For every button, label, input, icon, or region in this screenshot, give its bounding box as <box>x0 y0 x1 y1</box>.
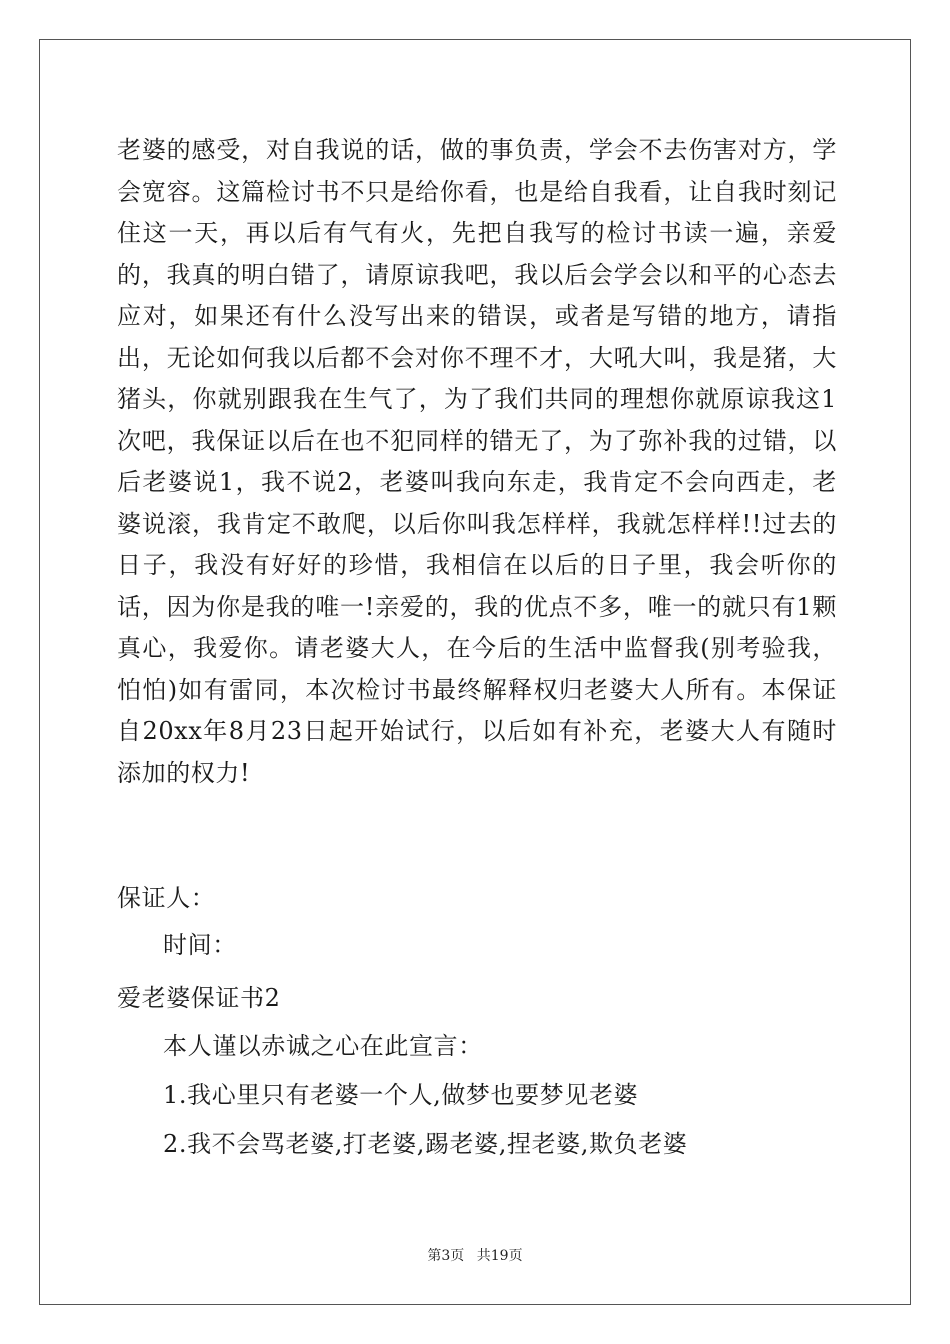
section-title: 爱老婆保证书2 <box>117 984 281 1012</box>
body-paragraph: 老婆的感受，对自我说的话，做的事负责，学会不去伤害对方，学会宽容。这篇检讨书不只是给你看，也是给自我看，让自我时刻记住这一天，再以后有气有火，先把自我写的检讨书读一遍，亲爱的，我真的明白错了，请原谅我吧，我以后会学会以和平的心态去应对，如果还有什么没写出来的错误，或者是写错的地方，请指出，无论如何我以后都不会对你不理不才，大吼大叫，我是猪，大猪头，你就别跟我在生气了，为了我们共同的理想你就原谅我这1次吧，我保证以后在也不犯同样的错无了，为了弥补我的过错，以后老婆说1，我不说2，老婆叫我向东走，我肯定不会向西走，老婆说滚，我肯定不敢爬，以后你叫我怎样样，我就怎样样!!过去的日子，我没有好好的珍惜，我相信在以后的日子里，我会听你的话，因为你是我的唯一!亲爱的，我的优点不多，唯一的就只有1颗真心，我爱你。请老婆大人，在今后的生活中监督我(别考验我，怕怕)如有雷同，本次检讨书最终解释权归老婆大人所有。本保证自20xx年8月23日起开始试行，以后如有补充，老婆大人有随时添加的权力! <box>117 136 837 787</box>
list-item: 1.我心里只有老婆一个人,做梦也要梦见老婆 <box>163 1081 639 1109</box>
page-total: 共19页 <box>476 1248 523 1264</box>
page-number: 第3页 <box>427 1248 465 1264</box>
list-item: 2.我不会骂老婆,打老婆,踢老婆,捏老婆,欺负老婆 <box>163 1130 688 1158</box>
guarantor-label: 保证人： <box>117 884 216 912</box>
time-label: 时间： <box>163 931 237 959</box>
page-footer <box>0 1245 950 1265</box>
declaration-text: 本人谨以赤诚之心在此宣言： <box>163 1032 483 1060</box>
